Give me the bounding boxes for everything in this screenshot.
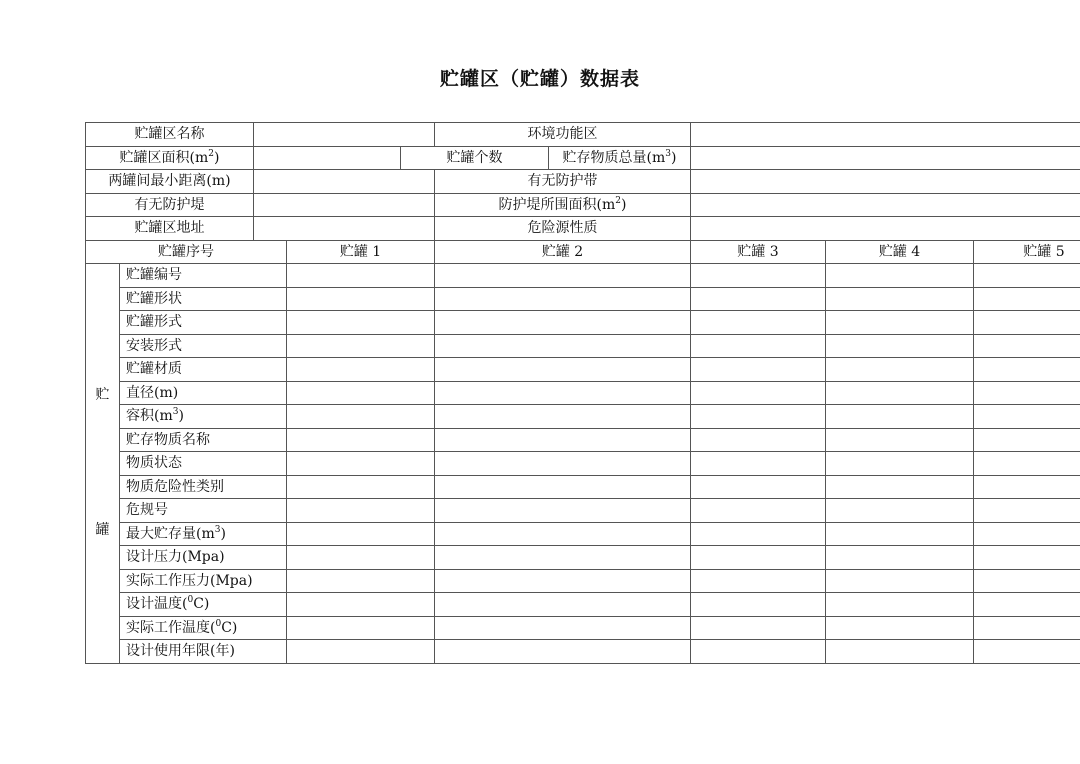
cell[interactable] [974, 405, 1080, 429]
cell[interactable] [287, 593, 435, 617]
cell[interactable] [826, 499, 974, 523]
tank-col-header: 贮罐 5 [974, 240, 1080, 264]
page-title: 贮罐区（贮罐）数据表 [439, 68, 640, 90]
cell[interactable] [826, 428, 974, 452]
cell[interactable] [435, 311, 691, 335]
min-distance-label: 两罐间最小距离(m) [86, 170, 254, 194]
cell[interactable] [826, 381, 974, 405]
row-label: 设计使用年限(年) [120, 640, 287, 664]
cell[interactable] [826, 546, 974, 570]
cell[interactable] [691, 358, 826, 382]
cell[interactable] [974, 452, 1080, 476]
cell[interactable] [974, 522, 1080, 546]
row-label: 实际工作压力(Mpa) [120, 569, 287, 593]
table-row [86, 311, 1080, 335]
table-row [86, 334, 1080, 358]
cell[interactable] [974, 616, 1080, 640]
table-row [86, 405, 1080, 429]
cell[interactable] [826, 358, 974, 382]
cell[interactable] [974, 640, 1080, 664]
cell[interactable] [287, 616, 435, 640]
row-label: 安装形式 [120, 334, 287, 358]
table-row [86, 593, 1080, 617]
dike-area-value[interactable] [691, 193, 1080, 217]
cell[interactable] [691, 640, 826, 664]
cell[interactable] [435, 593, 691, 617]
cell[interactable] [287, 475, 435, 499]
address-value[interactable] [254, 217, 435, 241]
cell[interactable] [435, 264, 691, 288]
cell[interactable] [691, 593, 826, 617]
cell[interactable] [826, 287, 974, 311]
cell[interactable] [287, 522, 435, 546]
cell[interactable] [974, 475, 1080, 499]
cell[interactable] [435, 428, 691, 452]
table-row [86, 381, 1080, 405]
total-storage-label: 贮存物质总量$(m^3)$ [549, 146, 691, 170]
cell[interactable] [974, 358, 1080, 382]
cell[interactable] [435, 616, 691, 640]
cell[interactable] [287, 358, 435, 382]
cell[interactable] [435, 640, 691, 664]
cell[interactable] [691, 616, 826, 640]
table-row [86, 616, 1080, 640]
cell[interactable] [974, 311, 1080, 335]
cell[interactable] [691, 381, 826, 405]
cell[interactable] [691, 264, 826, 288]
table-row [86, 499, 1080, 523]
tank-group-label: 贮 罐 [86, 264, 120, 664]
env-zone-value[interactable] [691, 123, 1080, 147]
cell[interactable] [826, 569, 974, 593]
min-distance-row [86, 170, 1080, 194]
cell[interactable] [691, 428, 826, 452]
table-row [86, 428, 1080, 452]
cell[interactable] [287, 381, 435, 405]
cell[interactable] [287, 640, 435, 664]
cell[interactable] [691, 287, 826, 311]
cell[interactable] [287, 569, 435, 593]
cell[interactable] [691, 499, 826, 523]
cell[interactable] [691, 569, 826, 593]
cell[interactable] [974, 264, 1080, 288]
cell[interactable] [691, 522, 826, 546]
cell[interactable] [435, 475, 691, 499]
table-row [86, 452, 1080, 476]
row-label: 最大贮存量$(m^3)$ [120, 522, 287, 546]
protective-belt-label: 有无防护带 [435, 170, 691, 194]
tank-seq-label: 贮罐序号 [86, 240, 287, 264]
cell[interactable] [826, 452, 974, 476]
tank-col-header: 贮罐 1 [287, 240, 435, 264]
row-label: 设计温度($^0$C) [120, 593, 287, 617]
cell[interactable] [974, 569, 1080, 593]
table-row [86, 358, 1080, 382]
cell[interactable] [435, 334, 691, 358]
area-name-value[interactable] [254, 123, 435, 147]
table-row [86, 569, 1080, 593]
table-row [86, 287, 1080, 311]
area-size-row [86, 146, 1080, 170]
tank-col-header: 贮罐 2 [435, 240, 691, 264]
area-name-label: 贮罐区名称 [86, 123, 254, 147]
cell[interactable] [435, 522, 691, 546]
cell[interactable] [691, 475, 826, 499]
table-row [86, 475, 1080, 499]
env-zone-label: 环境功能区 [435, 123, 691, 147]
tank-count-label: 贮罐个数 [401, 146, 549, 170]
row-label: 危规号 [120, 499, 287, 523]
row-label: 实际工作温度($^0$C) [120, 616, 287, 640]
tank-seq-header-row [86, 240, 1080, 264]
dike-value[interactable] [254, 193, 435, 217]
cell[interactable] [287, 287, 435, 311]
tank-col-header: 贮罐 4 [826, 240, 974, 264]
row-label: 贮罐形式 [120, 311, 287, 335]
cell[interactable] [974, 593, 1080, 617]
tank-col-header: 贮罐 3 [691, 240, 826, 264]
row-label: 贮罐形状 [120, 287, 287, 311]
hazard-value[interactable] [691, 217, 1080, 241]
table-row [86, 264, 1080, 288]
cell[interactable] [691, 546, 826, 570]
area-size-value[interactable] [254, 146, 401, 170]
cell[interactable] [826, 475, 974, 499]
row-label: 物质状态 [120, 452, 287, 476]
cell[interactable] [435, 452, 691, 476]
cell[interactable] [826, 405, 974, 429]
cell[interactable] [826, 616, 974, 640]
hazard-label: 危险源性质 [435, 217, 691, 241]
cell[interactable] [826, 334, 974, 358]
cell[interactable] [974, 546, 1080, 570]
cell[interactable] [287, 452, 435, 476]
cell[interactable] [691, 334, 826, 358]
cell[interactable] [435, 358, 691, 382]
cell[interactable] [287, 428, 435, 452]
cell[interactable] [287, 334, 435, 358]
area-name-row [86, 123, 1080, 147]
dike-row [86, 193, 1080, 217]
row-label: 容积$(m^3)$ [120, 405, 287, 429]
cell[interactable] [435, 569, 691, 593]
cell[interactable] [826, 264, 974, 288]
cell[interactable] [287, 499, 435, 523]
table-row [86, 546, 1080, 570]
total-storage-value[interactable] [691, 146, 1080, 170]
cell[interactable] [691, 311, 826, 335]
cell[interactable] [435, 546, 691, 570]
cell[interactable] [974, 287, 1080, 311]
cell[interactable] [435, 405, 691, 429]
row-label: 设计压力(Mpa) [120, 546, 287, 570]
dike-area-label: 防护堤所围面积$(m^2)$ [435, 193, 691, 217]
cell[interactable] [435, 287, 691, 311]
cell[interactable] [974, 428, 1080, 452]
cell[interactable] [826, 593, 974, 617]
cell[interactable] [435, 499, 691, 523]
cell[interactable] [691, 405, 826, 429]
cell[interactable] [974, 381, 1080, 405]
address-label: 贮罐区地址 [86, 217, 254, 241]
cell[interactable] [826, 522, 974, 546]
protective-belt-value[interactable] [691, 170, 1080, 194]
row-label: 物质危险性类别 [120, 475, 287, 499]
min-distance-value[interactable] [254, 170, 435, 194]
table-row [86, 522, 1080, 546]
cell[interactable] [435, 381, 691, 405]
tank-data-table [85, 122, 1080, 664]
row-label: 贮罐编号 [120, 264, 287, 288]
cell[interactable] [287, 546, 435, 570]
row-label: 直径(m) [120, 381, 287, 405]
cell[interactable] [826, 640, 974, 664]
row-label: 贮罐材质 [120, 358, 287, 382]
table-row [86, 640, 1080, 664]
dike-label: 有无防护堤 [86, 193, 254, 217]
cell[interactable] [974, 499, 1080, 523]
cell[interactable] [974, 334, 1080, 358]
cell[interactable] [691, 452, 826, 476]
area-size-label: 贮罐区面积$(m^2)$ [86, 146, 254, 170]
cell[interactable] [287, 264, 435, 288]
cell[interactable] [826, 311, 974, 335]
address-row [86, 217, 1080, 241]
row-label: 贮存物质名称 [120, 428, 287, 452]
cell[interactable] [287, 405, 435, 429]
cell[interactable] [287, 311, 435, 335]
